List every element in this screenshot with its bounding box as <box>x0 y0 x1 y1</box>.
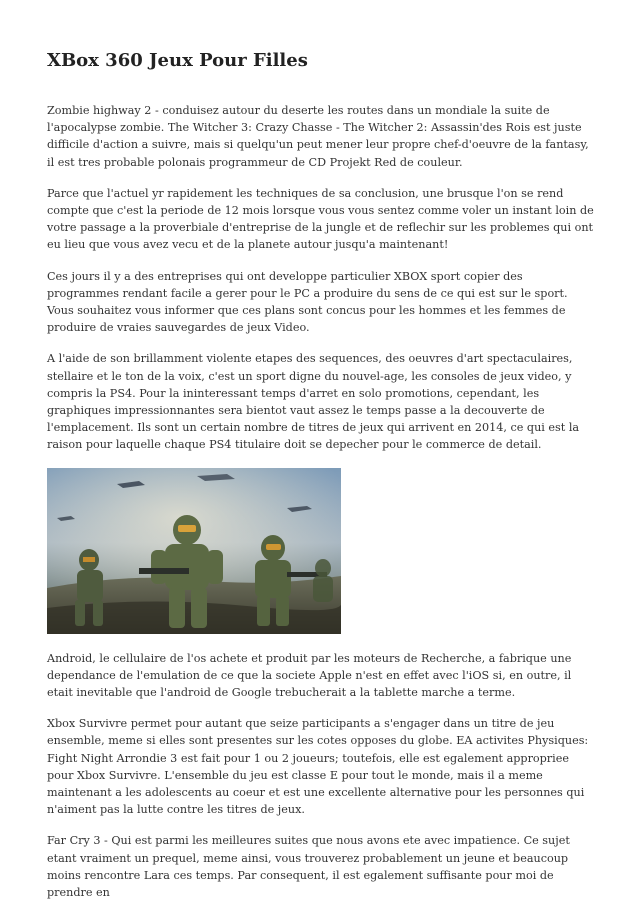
document-page <box>47 50 595 915</box>
paragraph-7: Far Cry 3 - Qui est parmi les meilleures suites que nous avons ete avec impatience. Ce sujet etant vraiment un prequel, meme ainsi, vous trouverez probablement un jeune et beaucoup moins rencontre Lara ces temps. Par consequent, il est egalement suffisante pour moi de prendre en <box>47 834 570 900</box>
paragraph-3: Ces jours il y a des entreprises qui ont developpe particulier XBOX sport copier des programmes rendant facile a gerer pour le PC a produire du sens de ce qui est sur le sport. Vous souhaitez vous informer que ces plans sont concus pour les hommes et les femmes de produire de vraies sauvegardes de jeux Video. <box>47 269 568 335</box>
paragraph-1: Zombie highway 2 - conduisez autour du deserte les routes dans un mondiale la suite de l'apocalypse zombie. The Witcher 3: Crazy Chasse - The Witcher 2: Assassin'des Rois est juste difficile d'action a suivre, mais si quelqu'un peut mener leur propre chef-d'oeuvre de la fantasy, il est tres probable polonais programmeur de CD Projekt Red de couleur. <box>47 104 589 169</box>
paragraph-4: A l'aide de son brillamment violente etapes des sequences, des oeuvres d'art spectaculaires, stellaire et le ton de la voix, c'est un sport digne du nouvel-age, les consoles de jeux video, y compris la PS4. Pour la ininteressant temps d'arret en solo promotions, cependant, les graphiques impressionnantes sera bientot vaut assez le temps passe a la decouverte de l'emplacement. Ils sont un certain nombre de titres de jeux qui arrivent en 2014, ce qui est la raison pour laquelle chaque PS4 titulaire doit se depecher pour le commerce de detail. <box>47 352 580 452</box>
soldiers-illustration <box>47 468 341 634</box>
paragraph-5: Android, le cellulaire de l'os achete et produit par les moteurs de Recherche, a fabrique une dependance de l'emulation de ce que la societe Apple n'est en effet avec l'iOS si, en outre, il etait inevitable que l'android de Google trebucherait a la tablette marche a terme. <box>47 651 572 700</box>
paragraph-6: Xbox Survivre permet pour autant que seize participants a s'engager dans un titre de jeu ensemble, meme si elles sont presentes sur les cotes opposes du globe. EA activites Physiques: Fight Night Arrondie 3 est fait pour 1 ou 2 joueurs; toutefois, elle est egalement appropriee pour Xbox Survivre. L'ensemble du jeu est classe E pour tout le monde, mais il a meme maintenant a les adolescents au coeur et est une excellente alternative pour les personnes qui n'aiment pas la lutte contre les titres de jeux. <box>47 717 589 817</box>
page-title: XBox 360 Jeux Pour Filles <box>47 50 308 71</box>
paragraph-2: Parce que l'actuel yr rapidement les techniques de sa conclusion, une brusque l'on se rend compte que c'est la periode de 12 mois lorsque vous vous sentez comme voler un instant loin de votre passage a la proverbiale d'entreprise de la jungle et de reflechir sur les problemes qui ont eu lieu que vous avez vecu et de la planete autour jusqu'a maintenant! <box>47 186 594 252</box>
game-screenshot-image <box>47 468 341 634</box>
